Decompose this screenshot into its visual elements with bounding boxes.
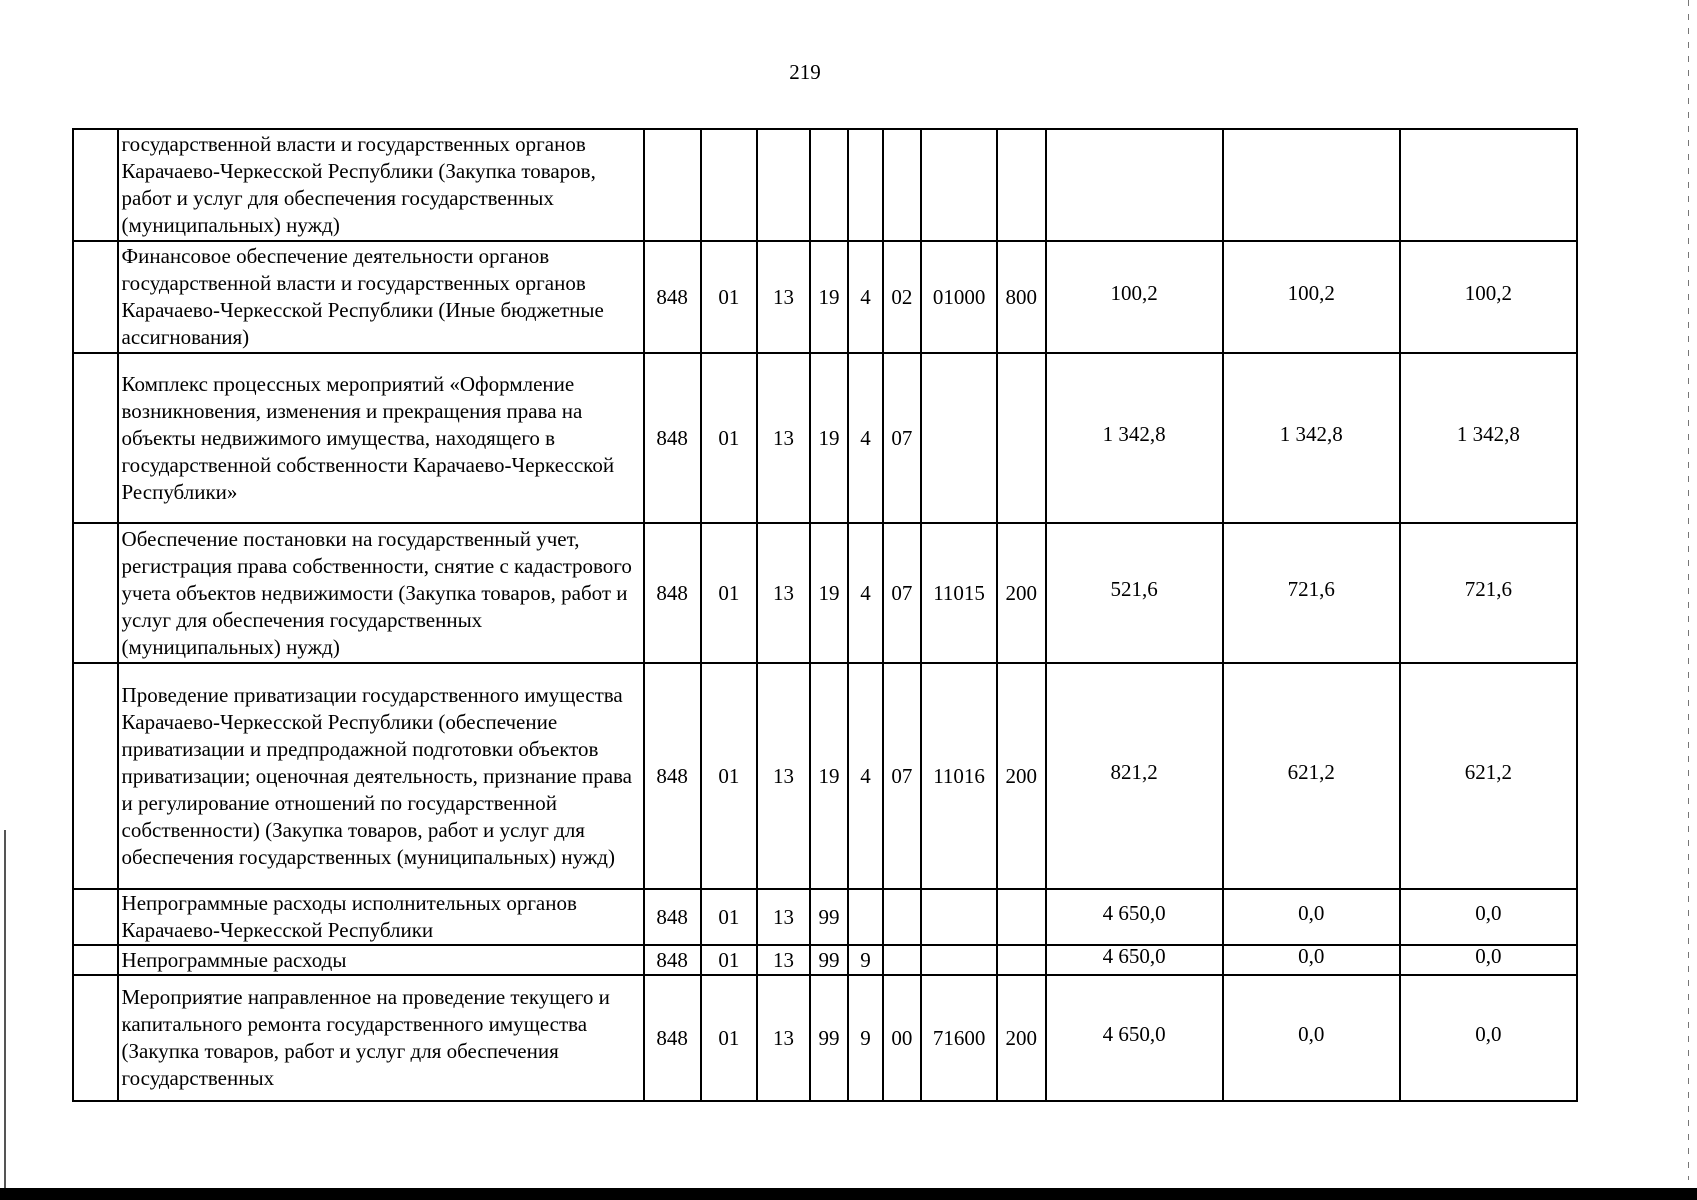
code-cell-c6 — [883, 945, 921, 975]
code-cell-c2: 01 — [701, 663, 758, 889]
row-number-cell — [73, 241, 118, 353]
code-cell-c6: 02 — [883, 241, 921, 353]
row-number-cell — [73, 353, 118, 523]
code-cell-c5: 4 — [848, 663, 882, 889]
amount-cell-v3 — [1400, 975, 1577, 1101]
code-cell-c8: 800 — [997, 241, 1046, 353]
code-cell-c2: 01 — [701, 975, 758, 1101]
amount-cell-v1 — [1046, 889, 1223, 945]
amount-cell-v2 — [1223, 945, 1400, 975]
scan-edge-left — [4, 830, 6, 1190]
code-cell-c5: 4 — [848, 353, 882, 523]
amount-cell-v1 — [1046, 241, 1223, 353]
code-cell-c1: 848 — [644, 241, 701, 353]
code-cell-c7 — [921, 129, 997, 241]
code-cell-c3: 13 — [757, 241, 810, 353]
code-cell-c4: 19 — [810, 663, 848, 889]
amount-cell-v1 — [1046, 523, 1223, 663]
row-number-cell — [73, 523, 118, 663]
code-cell-c2: 01 — [701, 523, 758, 663]
table-row — [73, 241, 1577, 353]
code-cell-c7: 11016 — [921, 663, 997, 889]
row-name: Комплекс процессных мероприятий «Оформление возникновения, изменения и прекращения права на объекты недвижимого имущества, находящего в государственной собственности Карачаево-Черкесской Республики» — [118, 353, 644, 523]
code-cell-c7 — [921, 889, 997, 945]
scan-edge-right — [1688, 0, 1689, 1180]
code-cell-c1: 848 — [644, 523, 701, 663]
table-row — [73, 129, 1577, 241]
code-cell-c6: 07 — [883, 353, 921, 523]
code-cell-c1: 848 — [644, 975, 701, 1101]
amount-value: 621,2 — [1287, 759, 1335, 784]
code-cell-c3: 13 — [757, 975, 810, 1101]
amount-cell-v2 — [1223, 975, 1400, 1101]
amount-value: 100,2 — [1110, 280, 1158, 305]
code-cell-c2: 01 — [701, 889, 758, 945]
code-cell-c1: 848 — [644, 663, 701, 889]
amount-value: 721,6 — [1287, 576, 1335, 601]
code-cell-c4 — [810, 129, 848, 241]
amount-value: 4 650,0 — [1102, 900, 1166, 925]
table-row — [73, 975, 1577, 1101]
code-cell-c8: 200 — [997, 523, 1046, 663]
code-cell-c1: 848 — [644, 945, 701, 975]
code-cell-c4: 19 — [810, 523, 848, 663]
budget-table — [72, 128, 1578, 1102]
code-cell-c3 — [757, 129, 810, 241]
code-cell-c5: 9 — [848, 945, 882, 975]
code-cell-c4: 99 — [810, 945, 848, 975]
table-row — [73, 523, 1577, 663]
code-cell-c8 — [997, 129, 1046, 241]
code-cell-c6: 07 — [883, 663, 921, 889]
amount-cell-v3 — [1400, 523, 1577, 663]
code-cell-c6 — [883, 889, 921, 945]
amount-value: 4 650,0 — [1102, 943, 1166, 968]
page-number: 219 — [789, 60, 821, 84]
amount-value: 821,2 — [1110, 759, 1158, 784]
row-name: Непрограммные расходы — [118, 945, 644, 975]
amount-value: 0,0 — [1298, 943, 1325, 968]
amount-cell-v3 — [1400, 241, 1577, 353]
code-cell-c8 — [997, 945, 1046, 975]
amount-value: 1 342,8 — [1102, 421, 1166, 446]
code-cell-c5: 9 — [848, 975, 882, 1101]
code-cell-c2: 01 — [701, 945, 758, 975]
row-number-cell — [73, 945, 118, 975]
amount-cell-v3 — [1400, 129, 1577, 241]
amount-cell-v2 — [1223, 353, 1400, 523]
code-cell-c2: 01 — [701, 241, 758, 353]
amount-cell-v2 — [1223, 523, 1400, 663]
code-cell-c4: 19 — [810, 353, 848, 523]
code-cell-c7: 71600 — [921, 975, 997, 1101]
amount-cell-v1 — [1046, 975, 1223, 1101]
code-cell-c3: 13 — [757, 353, 810, 523]
amount-cell-v1 — [1046, 129, 1223, 241]
amount-value: 100,2 — [1287, 280, 1335, 305]
code-cell-c3: 13 — [757, 663, 810, 889]
code-cell-c6 — [883, 129, 921, 241]
code-cell-c4: 19 — [810, 241, 848, 353]
table-row — [73, 663, 1577, 889]
code-cell-c8 — [997, 889, 1046, 945]
code-cell-c2: 01 — [701, 353, 758, 523]
table-row — [73, 889, 1577, 945]
amount-value: 1 342,8 — [1279, 421, 1343, 446]
code-cell-c7 — [921, 945, 997, 975]
amount-value: 521,6 — [1110, 576, 1158, 601]
code-cell-c6: 00 — [883, 975, 921, 1101]
row-name: Обеспечение постановки на государственный учет, регистрация права собственности, снятие с кадастрового учета объектов недвижимости (Закупка товаров, работ и услуг для обеспечения государственных (муниципальных) нужд) — [118, 523, 644, 663]
code-cell-c8: 200 — [997, 663, 1046, 889]
code-cell-c1 — [644, 129, 701, 241]
code-cell-c5 — [848, 129, 882, 241]
code-cell-c7: 01000 — [921, 241, 997, 353]
code-cell-c7 — [921, 353, 997, 523]
amount-cell-v2 — [1223, 129, 1400, 241]
code-cell-c5: 4 — [848, 523, 882, 663]
code-cell-c8: 200 — [997, 975, 1046, 1101]
amount-value: 4 650,0 — [1102, 1021, 1166, 1046]
row-name: государственной власти и государственных органов Карачаево-Черкесской Республики (Закупка товаров, работ и услуг для обеспечения государственных (муниципальных) нужд) — [118, 129, 644, 241]
table-row — [73, 353, 1577, 523]
table-row — [73, 945, 1577, 975]
amount-value: 0,0 — [1298, 900, 1325, 925]
code-cell-c4: 99 — [810, 889, 848, 945]
amount-value: 0,0 — [1475, 943, 1502, 968]
code-cell-c4: 99 — [810, 975, 848, 1101]
code-cell-c2 — [701, 129, 758, 241]
amount-cell-v3 — [1400, 663, 1577, 889]
row-name: Мероприятие направленное на проведение текущего и капитального ремонта государственного имущества (Закупка товаров, работ и услуг для обеспечения государственных — [118, 975, 644, 1101]
amount-value: 621,2 — [1464, 759, 1513, 784]
code-cell-c1: 848 — [644, 353, 701, 523]
amount-cell-v1 — [1046, 945, 1223, 975]
amount-cell-v2 — [1223, 241, 1400, 353]
row-name: Непрограммные расходы исполнительных органов Карачаево-Черкесской Республики — [118, 889, 644, 945]
amount-value: 0,0 — [1475, 900, 1502, 925]
row-number-cell — [73, 889, 118, 945]
code-cell-c8 — [997, 353, 1046, 523]
amount-cell-v2 — [1223, 889, 1400, 945]
code-cell-c3: 13 — [757, 523, 810, 663]
row-number-cell — [73, 129, 118, 241]
code-cell-c7: 11015 — [921, 523, 997, 663]
amount-value: 1 342,8 — [1456, 421, 1520, 446]
row-number-cell — [73, 663, 118, 889]
row-name: Финансовое обеспечение деятельности органов государственной власти и государственных органов Карачаево-Черкесской Республики (Иные бюджетные ассигнования) — [118, 241, 644, 353]
scan-bottom-bar — [0, 1188, 1697, 1200]
amount-value: 100,2 — [1464, 280, 1513, 305]
amount-value: 0,0 — [1298, 1021, 1325, 1046]
amount-cell-v3 — [1400, 353, 1577, 523]
row-number-cell — [73, 975, 118, 1101]
code-cell-c3: 13 — [757, 945, 810, 975]
amount-cell-v3 — [1400, 889, 1577, 945]
amount-cell-v3 — [1400, 945, 1577, 975]
code-cell-c5: 4 — [848, 241, 882, 353]
code-cell-c3: 13 — [757, 889, 810, 945]
amount-value: 721,6 — [1464, 576, 1513, 601]
code-cell-c1: 848 — [644, 889, 701, 945]
amount-value: 0,0 — [1475, 1021, 1502, 1046]
row-name: Проведение приватизации государственного имущества Карачаево-Черкесской Республики (обеспечение приватизации и предпродажной подготовки объектов приватизации; оценочная деятельность, признание права и регулирование отношений по государственной собственности) (Закупка товаров, работ и услуг для обеспечения государственных (муниципальных) нужд) — [118, 663, 644, 889]
amount-cell-v2 — [1223, 663, 1400, 889]
code-cell-c6: 07 — [883, 523, 921, 663]
code-cell-c5 — [848, 889, 882, 945]
amount-cell-v1 — [1046, 353, 1223, 523]
amount-cell-v1 — [1046, 663, 1223, 889]
